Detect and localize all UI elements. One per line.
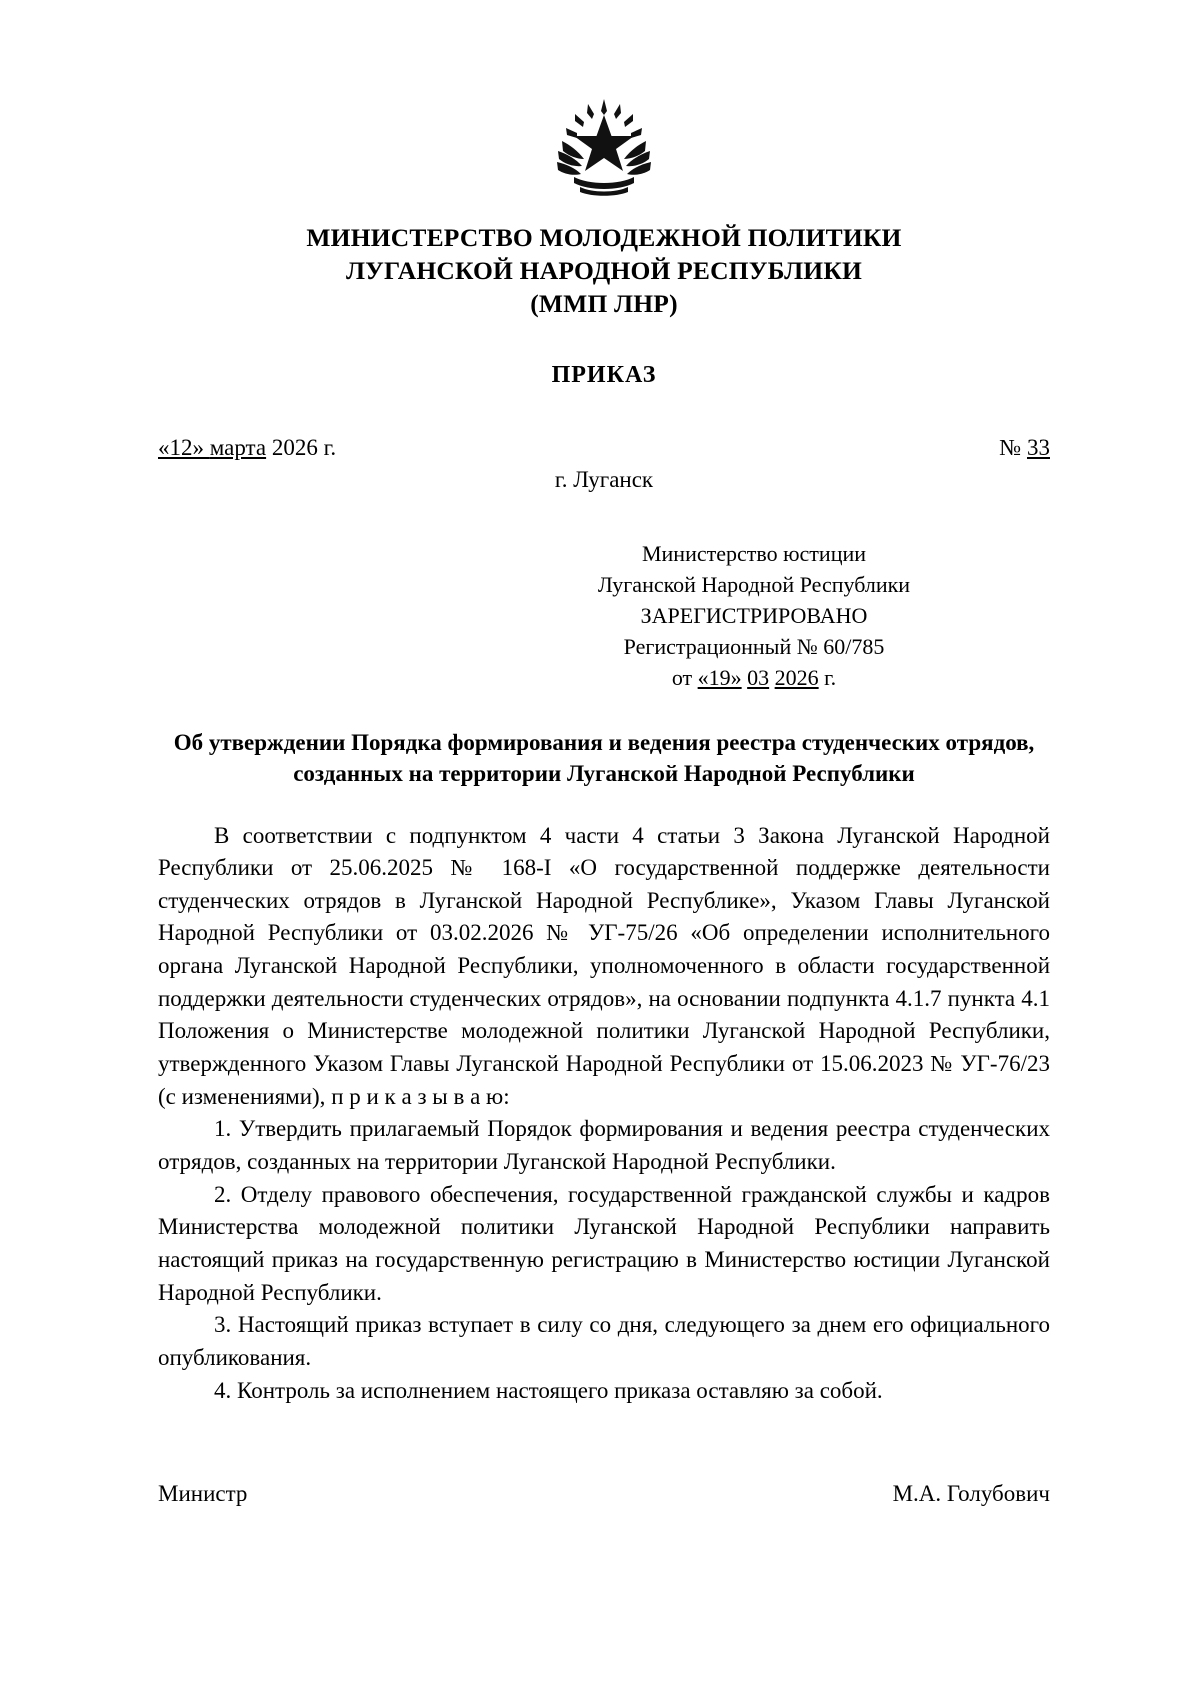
signature-row bbox=[158, 1481, 1050, 1507]
body-preamble bbox=[158, 820, 1050, 1114]
emblem-container bbox=[158, 95, 1050, 199]
registration-stamp bbox=[158, 539, 1050, 693]
document-number bbox=[999, 435, 1050, 461]
number-label: № bbox=[999, 435, 1022, 461]
signature-position: Министр bbox=[158, 1481, 248, 1507]
document-subject: Об утверждении Порядка формирования и ведения реестра студенческих отрядов, созданных на территории Луганской Народной Республики bbox=[173, 730, 1035, 787]
document-date bbox=[158, 435, 336, 461]
registration-line-4: Регистрационный № 60/785 bbox=[623, 633, 885, 659]
body-item-4: 4. Контроль за исполнением настоящего приказа оставляю за собой. bbox=[214, 1377, 883, 1403]
registration-date-month: 03 bbox=[747, 664, 770, 690]
ministry-title-line-3: (ММП ЛНР) bbox=[530, 289, 678, 319]
number-value: 33 bbox=[1027, 435, 1050, 461]
date-quote-open: « bbox=[158, 435, 170, 461]
ministry-title-line-1: МИНИСТЕРСТВО МОЛОДЕЖНОЙ ПОЛИТИКИ bbox=[306, 223, 902, 252]
body-item-1: 1. Утвердить прилагаемый Порядок формирования и ведения реестра студенческих отрядов, созданных на территории Луганской Народной Республики. bbox=[158, 1116, 1050, 1175]
registration-date-year: 2026 bbox=[774, 664, 819, 690]
body-item-3: 3. Настоящий приказ вступает в силу со дня, следующего за днем его официального опубликования. bbox=[158, 1312, 1050, 1370]
document-body bbox=[158, 820, 1050, 1408]
registration-date-suffix: г. bbox=[824, 664, 837, 690]
date-year: 2026 г. bbox=[271, 435, 337, 461]
registration-line-3: ЗАРЕГИСТРИРОВАНО bbox=[640, 603, 868, 629]
registration-date-line bbox=[458, 663, 1050, 694]
order-word: п р и к а з ы в а ю: bbox=[331, 1083, 510, 1109]
document-city: г. Луганск bbox=[554, 467, 654, 493]
registration-date-day: «19» bbox=[697, 664, 742, 690]
date-month: марта bbox=[209, 435, 267, 461]
ministry-title bbox=[158, 221, 1050, 320]
registration-date-prefix: от bbox=[671, 664, 693, 690]
date-quote-close: » bbox=[192, 435, 204, 461]
date-day: 12 bbox=[169, 435, 193, 461]
body-item-2: 2. Отделу правового обеспечения, государственной гражданской службы и кадров Министерства молодежной политики Луганской Народной Республики направить настоящий приказ на государственную регистрацию в Министерство юстиции Луганской Народной Республики. bbox=[158, 1181, 1050, 1305]
ministry-title-line-2: ЛУГАНСКОЙ НАРОДНОЙ РЕСПУБЛИКИ bbox=[345, 256, 863, 286]
registration-line-2: Луганской Народной Республики bbox=[597, 572, 911, 598]
document-kind: ПРИКАЗ bbox=[551, 362, 657, 389]
signature-name: М.А. Голубович bbox=[892, 1481, 1050, 1507]
date-and-number-row bbox=[158, 435, 1050, 461]
registration-line-1: Министерство юстиции bbox=[641, 541, 867, 567]
preamble-text: В соответствии с подпунктом 4 части 4 статьи 3 Закона Луганской Народной Республики от 25.06.2025 № 168-I «О государственной поддержке деятельности студенческих отрядов в Луганской Народной Республике», Указом Главы Луганской Народной Республики от 03.02.2026 № УГ-75/26 «Об определении исполнительного органа Луганской Народной Республики, уполномоченного в области государственной поддержки деятельности студенческих отрядов», на основании подпункта 4.1.7 пункта 4.1 Положения о Министерстве молодежной политики Луганской Народной Республики, утвержденного Указом Главы Луганской Народной Республики от 15.06.2023 № УГ-76/23 (с изменениями), bbox=[158, 822, 1050, 1109]
coat-of-arms-icon bbox=[544, 95, 664, 199]
